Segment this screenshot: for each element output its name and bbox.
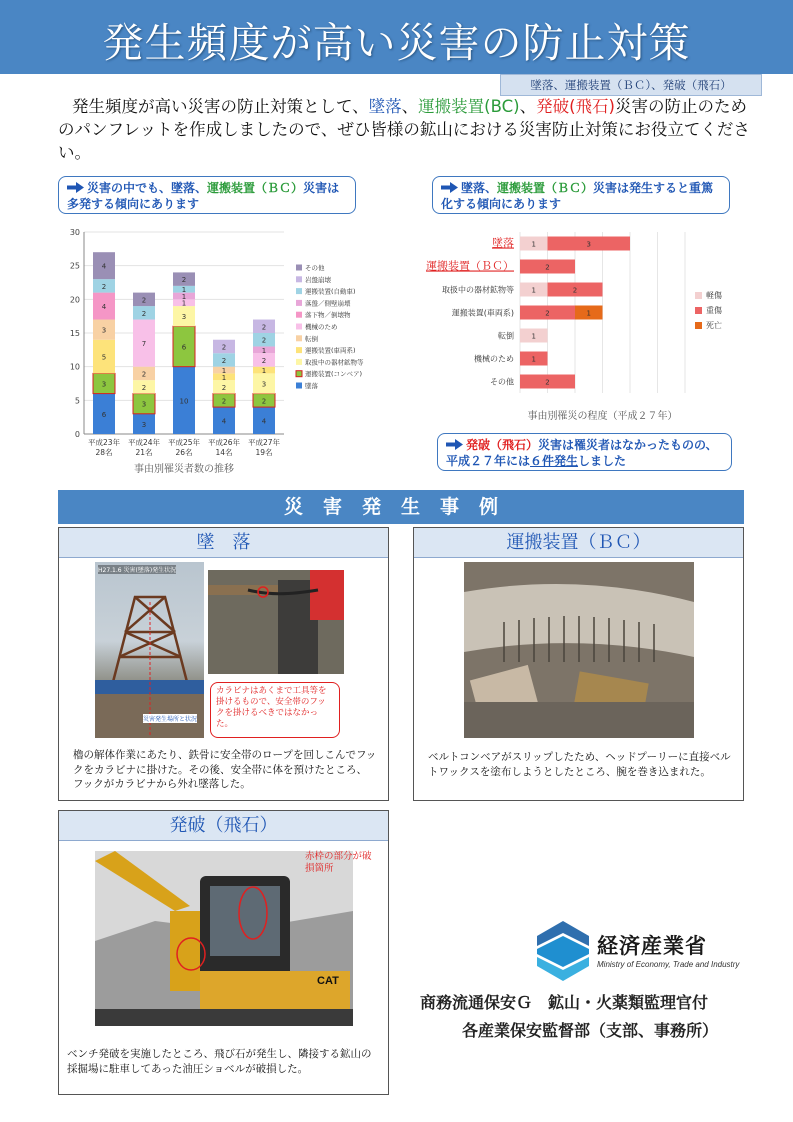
intro-text-1: 発生頻度が高い災害の防止対策として、 [72, 97, 369, 116]
data-label: 1 [221, 373, 227, 382]
data-label: 3 [586, 240, 591, 249]
y-tick-label: 15 [69, 329, 80, 338]
data-label: 3 [101, 380, 107, 389]
arrow-right-icon [441, 182, 458, 193]
case-fall-text: 櫓の解体作業にあたり、鉄骨に安全帯のロープを回しこんでフックをカラビナに掛けた。その後、安全帯に体を預けたところ、フックがカラビナから外れ墜落した。 [73, 749, 377, 790]
x-total-label: 28名 [95, 448, 113, 457]
case-blast [58, 810, 389, 1095]
x-tick-label: 平成26年 [207, 438, 241, 447]
y-tick-label: 25 [69, 261, 80, 271]
data-label: 2 [141, 383, 147, 392]
excavator-illustration [95, 851, 353, 1026]
y-tick-label: 5 [74, 396, 80, 406]
data-label: 6 [181, 343, 187, 352]
case-blast-title: 発破（飛石） [59, 811, 388, 841]
data-label: 5 [101, 353, 107, 362]
data-label: 3 [261, 380, 267, 389]
callout-severe [432, 176, 730, 214]
y-category-label: 墜落 [492, 236, 514, 250]
legend-label: 転倒 [305, 334, 318, 343]
chart-title: 事由別罹災者数の推移 [134, 464, 234, 474]
data-label: 7 [141, 340, 147, 349]
data-label: 3 [141, 420, 147, 429]
data-label: 4 [101, 262, 107, 271]
data-label: 2 [572, 286, 578, 295]
intro-blast: 発破(飛石) [536, 97, 615, 116]
legend-swatch [695, 307, 702, 314]
case-blast-text: ベンチ発破を実施したところ、飛び石が発生し、隣接する鉱山の採掘場に駐車してあった油圧ショベルが破損した。 [67, 1048, 372, 1075]
legend-swatch [296, 288, 302, 294]
fall-note-box [210, 682, 340, 738]
legend-swatch [296, 300, 302, 306]
legend-label: 運搬装置(車両系) [305, 346, 356, 355]
meti-english-name: Ministry of Economy, Trade and Industry [597, 960, 740, 969]
legend-label: 運搬装置(自動車) [305, 287, 356, 296]
legend-swatch [296, 312, 302, 318]
x-total-label: 21名 [135, 448, 153, 457]
data-label: 2 [181, 276, 187, 285]
data-label: 3 [141, 400, 147, 409]
legend-label: 落下物／倒壊物 [305, 311, 351, 320]
tower-illustration [95, 562, 204, 738]
data-label: 4 [221, 417, 227, 426]
callout-blast [437, 433, 732, 471]
legend-label: 軽傷 [706, 291, 722, 300]
legend-label: 取扱中の器材鉱物等 [305, 358, 364, 367]
data-label: 2 [221, 397, 227, 406]
stacked-bar-chart [58, 222, 388, 474]
data-label: 1 [261, 367, 267, 376]
section-banner: 災害発生事例 [58, 490, 744, 524]
legend-swatch [695, 292, 702, 299]
legend-label: 墜落 [305, 382, 318, 390]
intro-sep-1: 、 [401, 97, 419, 116]
data-label: 1 [586, 309, 591, 318]
x-total-label: 14名 [215, 448, 233, 457]
callout-blast-post: しました [578, 454, 627, 468]
data-label: 2 [261, 397, 267, 406]
callout-left-bc: 運搬装置（ＢＣ） [207, 181, 304, 195]
legend-label: その他 [305, 264, 325, 272]
x-total-label: 19名 [255, 448, 273, 457]
intro-fall: 墜落 [368, 97, 402, 116]
y-category-label: 機械のため [474, 354, 514, 364]
x-tick-label: 平成25年 [167, 438, 201, 447]
subtitle-tab: 墜落、運搬装置（ＢＣ）、発破（飛石） [500, 74, 762, 96]
intro-paragraph [58, 95, 758, 164]
fall-note: カラビナはあくまで工具等を掛けるもので、安全帯のフックを掛けるべきではなかった。 [216, 686, 327, 729]
data-label: 2 [141, 296, 147, 305]
callout-blast-mid: 災害は罹災者はなかったものの、平成２７年には [446, 438, 718, 468]
x-tick-label: 平成27年 [247, 438, 281, 447]
y-tick-label: 30 [69, 228, 80, 237]
title-bar [0, 0, 793, 74]
data-label: 2 [261, 356, 267, 365]
page-title: 発生頻度が高い災害の防止対策 [102, 19, 691, 67]
callout-blast-label: 発破（飛石） [466, 438, 539, 452]
arrow-right-icon [446, 439, 463, 450]
callout-blast-count: ６件発生 [530, 454, 579, 468]
y-tick-label: 0 [74, 430, 80, 439]
x-tick-label: 平成24年 [127, 438, 161, 447]
arrow-right-icon [67, 182, 84, 193]
case-bc [413, 527, 744, 801]
data-label: 2 [221, 383, 227, 392]
data-label: 4 [101, 303, 107, 312]
y-category-label: 運搬装置(車両系) [451, 308, 514, 318]
legend-label: 運搬装置(コンベア) [305, 370, 363, 379]
y-tick-label: 10 [69, 362, 80, 372]
data-label: 1 [221, 367, 227, 376]
data-label: 2 [221, 343, 227, 352]
case-fall-title: 墜 落 [59, 528, 388, 558]
conveyor-photo [464, 562, 694, 738]
legend-swatch [296, 359, 302, 365]
horizontal-bar-chart [415, 222, 745, 424]
intro-sep-2: 、 [519, 97, 537, 116]
legend-swatch [296, 383, 302, 389]
data-label: 10 [179, 397, 189, 406]
fall-photo-caption: H27.1.6 災害(墜落)発生状況 [98, 567, 177, 574]
worker-illustration [208, 570, 344, 674]
data-label: 1 [181, 299, 187, 308]
legend-label: 機械のため [305, 323, 338, 331]
x-tick-label: 平成23年 [87, 438, 121, 447]
meti-logo-icon [537, 921, 589, 981]
callout-frequent [58, 176, 356, 214]
data-label: 2 [545, 263, 550, 272]
callout-right-post: 災害は発生すると重篤化する傾向にあります [441, 181, 714, 211]
y-category-label: 取扱中の器材鉱物等 [442, 285, 514, 295]
data-label: 2 [141, 370, 147, 379]
y-category-label: 運搬装置（ＢＣ） [426, 259, 514, 273]
data-label: 1 [261, 346, 267, 355]
case-bc-text: ベルトコンベアがスリップしたため、ヘッドプーリーに直接ベルトワックスを塗布しようとしたところ、腕を巻き込まれた。 [428, 751, 731, 778]
org-line-2: 各産業保安監督部（支部、事務所） [462, 1021, 719, 1040]
data-label: 4 [261, 417, 267, 426]
legend-swatch [296, 265, 302, 271]
carabiner-photo [208, 570, 344, 674]
intro-bc: 運搬装置(BC) [418, 97, 520, 116]
data-label: 1 [531, 240, 536, 249]
fall-scene-photo [95, 562, 204, 738]
legend-swatch [296, 276, 302, 282]
data-label: 2 [101, 282, 107, 291]
data-label: 1 [531, 355, 536, 364]
data-label: 2 [141, 309, 147, 318]
legend-label: 落盤／側壁崩壊 [305, 299, 351, 308]
legend-swatch [296, 335, 302, 341]
excavator-brand: CAT [317, 975, 339, 987]
legend-label: 死亡 [706, 321, 722, 330]
excavator-photo [95, 851, 353, 1026]
data-label: 3 [101, 326, 107, 335]
data-label: 2 [261, 323, 267, 332]
case-fall [58, 527, 389, 801]
data-label: 1 [181, 286, 187, 295]
legend-swatch [296, 324, 302, 330]
chart-title: 事由別罹災の程度（平成２７年） [527, 411, 678, 422]
conveyor-illustration [464, 562, 694, 738]
callout-left-post: 災害は多発する傾向にあります [67, 181, 340, 211]
callout-right-fall: 墜落 [461, 181, 486, 195]
data-label: 2 [261, 336, 267, 345]
y-category-label: 転倒 [498, 331, 514, 341]
meti-name: 経済産業省 [597, 933, 707, 958]
data-label: 6 [101, 410, 107, 419]
intro-text-2: 災害の防止のためのパンフレットを作成しましたので、ぜひ皆様の鉱山における災害防止対策にお役立てください。 [58, 97, 750, 162]
callout-right-sep: 、 [485, 181, 498, 195]
case-bc-title: 運搬装置（ＢＣ） [414, 528, 743, 558]
fall-photo-tag: 災害発生場所と状況 [143, 716, 198, 723]
legend-swatch [695, 322, 702, 329]
data-label: 2 [221, 356, 227, 365]
y-category-label: その他 [490, 377, 514, 387]
x-total-label: 26名 [175, 448, 193, 457]
callout-left-pre: 災害の中でも、 [87, 181, 172, 195]
legend-label: 岩盤崩壊 [305, 275, 331, 284]
data-label: 3 [181, 313, 187, 322]
data-label: 1 [181, 292, 187, 301]
callout-left-fall: 墜落 [171, 181, 196, 195]
data-label: 2 [545, 378, 550, 387]
legend-label: 重傷 [706, 306, 722, 315]
y-tick-label: 20 [69, 295, 80, 305]
data-label: 1 [531, 286, 536, 295]
blast-note: 赤枠の部分が破損箇所 [305, 851, 372, 874]
callout-left-sep: 、 [195, 181, 208, 195]
data-label: 1 [531, 332, 536, 341]
legend-swatch [296, 371, 302, 377]
legend-swatch [296, 347, 302, 353]
data-label: 2 [545, 309, 550, 318]
callout-right-bc: 運搬装置（ＢＣ） [497, 181, 594, 195]
org-line-1: 商務流通保安Ｇ 鉱山・火薬類監理官付 [420, 993, 709, 1012]
